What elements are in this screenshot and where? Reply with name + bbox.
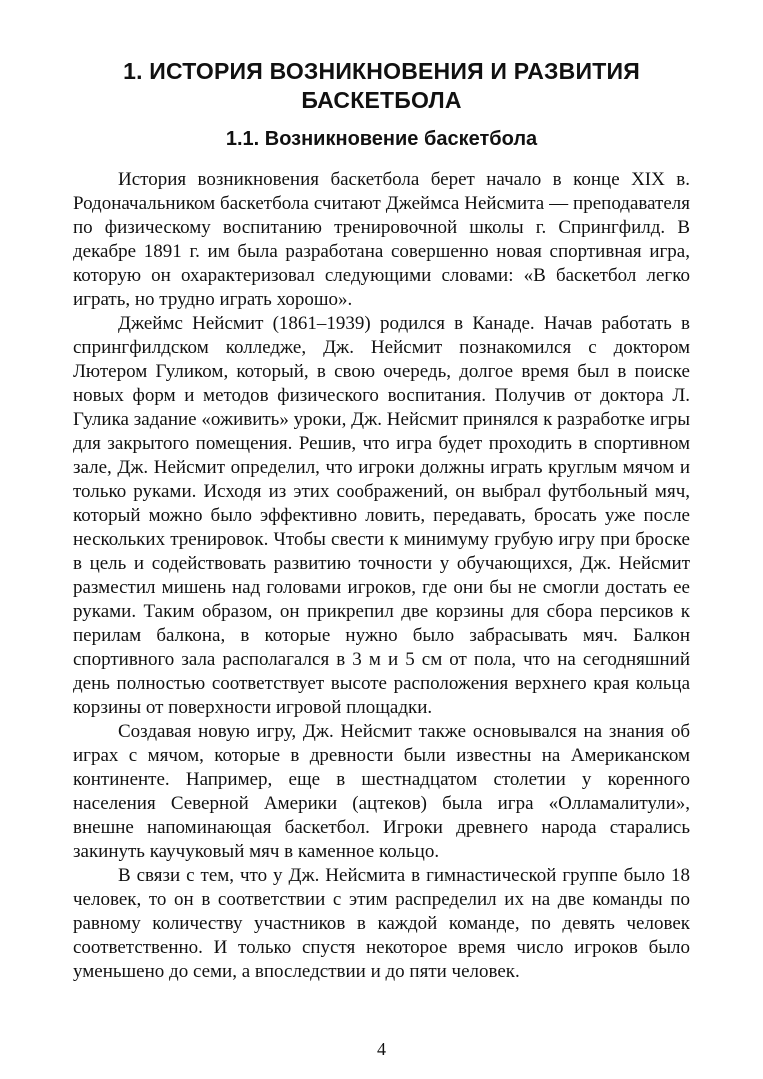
paragraph-3: Создавая новую игру, Дж. Нейсмит также основывался на знания об играх с мячом, которые в древности были известны на Американском континенте. Например, еще в шестнадцатом столетии у коренного населения Северной Америки (ацтеков) была игра «Олламалитули», внешне напоминающая баскетбол. Игроки древнего народа старались закинуть каучуковый мяч в каменное кольцо. — [73, 721, 690, 862]
paragraph-2: Джеймс Нейсмит (1861–1939) родился в Канаде. Начав работать в спрингфилдском колледже, Дж. Нейсмит познакомился с доктором Лютером Гуликом, который, в свою очередь, долгое время был в поиске новых форм и методов физического воспитания. Получив от доктора Л. Гулика задание «оживить» уроки, Дж. Нейсмит принялся к разработке игры для закрытого помещения. Решив, что игра будет проходить в спортивном зале, Дж. Нейсмит определил, что игроки должны играть круглым мячом и только руками. Исходя из этих соображений, он выбрал футбольный мяч, который можно было эффективно ловить, передавать, бросать уже после нескольких тренировок. Чтобы свести к минимуму грубую игру при броске в цель и содействовать развитию точности у обучающихся, Дж. Нейсмит разместил мишень над головами игроков, где они бы не смогли достать ее руками. Таким образом, он прикрепил две корзины для сбора персиков к перилам балкона, в которые нужно было забрасывать мяч. Балкон спортивного зала располагался в 3 м и 5 см от пола, что на сегодняшний день полностью соответствует высоте расположения верхнего края кольца корзины от поверхности игровой площадки. — [73, 313, 690, 718]
chapter-title — [70, 57, 693, 115]
paragraph-1: История возникновения баскетбола берет начало в конце XIX в. Родоначальником баскетбола считают Джеймса Нейсмита — преподавателя по физическому воспитанию тренировочной школы г. Спрингфилд. В декабре 1891 г. им была разработана совершенно новая спортивная игра, которую он охарактеризовал следующими словами: «В баскетбол легко играть, но трудно играть хорошо». — [73, 169, 690, 310]
section-title: 1.1. Возникновение баскетбола — [225, 128, 538, 150]
chapter-title-line-2: БАСКЕТБОЛА — [301, 87, 462, 113]
body-text — [73, 168, 690, 984]
page-number: 4 — [377, 1039, 386, 1059]
paragraph-4: В связи с тем, что у Дж. Нейсмита в гимнастической группе было 18 человек, то он в соответствии с этим распределил их на две команды по равному количеству участников в каждой команде, по девять человек соответственно. И только спустя некоторое время число игроков было уменьшено до семи, а впоследствии и до пяти человек. — [73, 865, 690, 982]
chapter-title-line-1: 1. ИСТОРИЯ ВОЗНИКНОВЕНИЯ И РАЗВИТИЯ — [123, 58, 640, 84]
